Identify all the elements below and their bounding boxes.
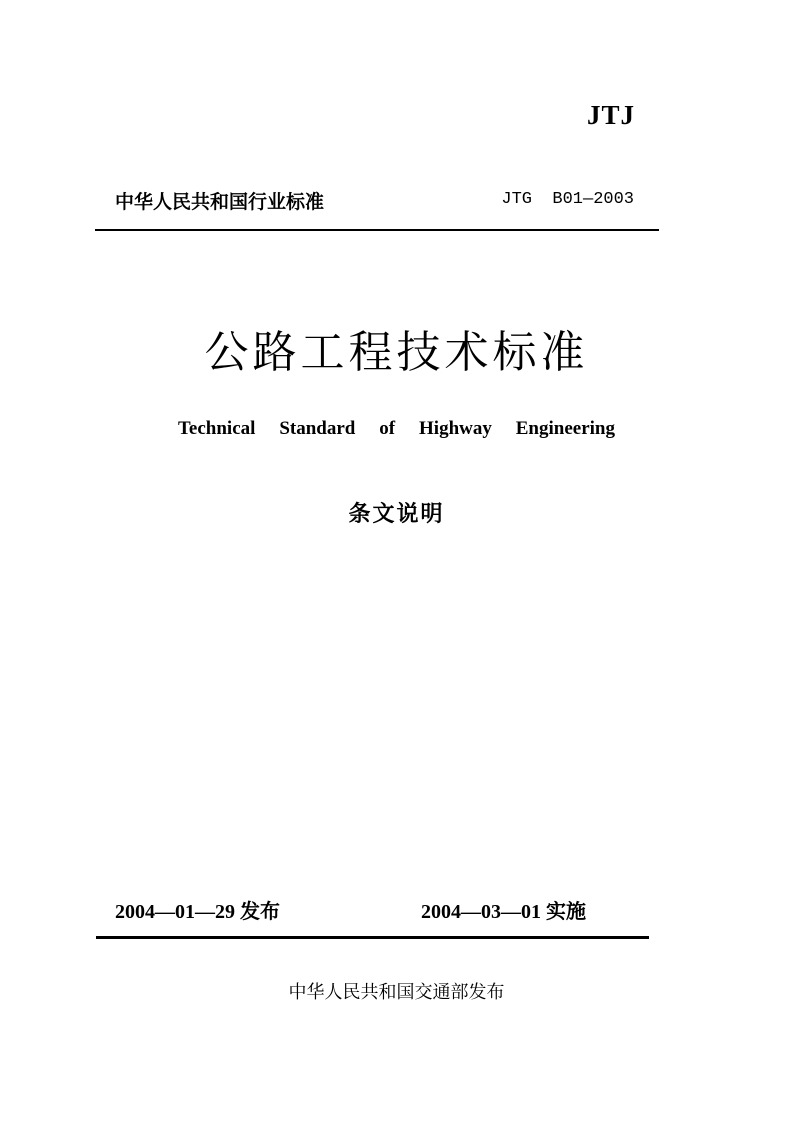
industry-standard-label: 中华人民共和国行业标准 bbox=[115, 191, 325, 213]
code-mark: JTJ bbox=[586, 100, 635, 130]
document-title: 公路工程技术标准 bbox=[204, 327, 589, 378]
bottom-divider bbox=[96, 936, 649, 939]
implementation-date: 2004—03—01 实施 bbox=[421, 901, 586, 923]
standard-number: JTG B01—2003 bbox=[501, 190, 634, 209]
english-title: Technical Standard of Highway Engineering bbox=[178, 418, 615, 439]
top-divider bbox=[95, 229, 659, 231]
document-subtitle: 条文说明 bbox=[348, 501, 445, 527]
publisher: 中华人民共和国交通部发布 bbox=[288, 982, 505, 1003]
issue-date: 2004—01—29 发布 bbox=[115, 901, 280, 923]
